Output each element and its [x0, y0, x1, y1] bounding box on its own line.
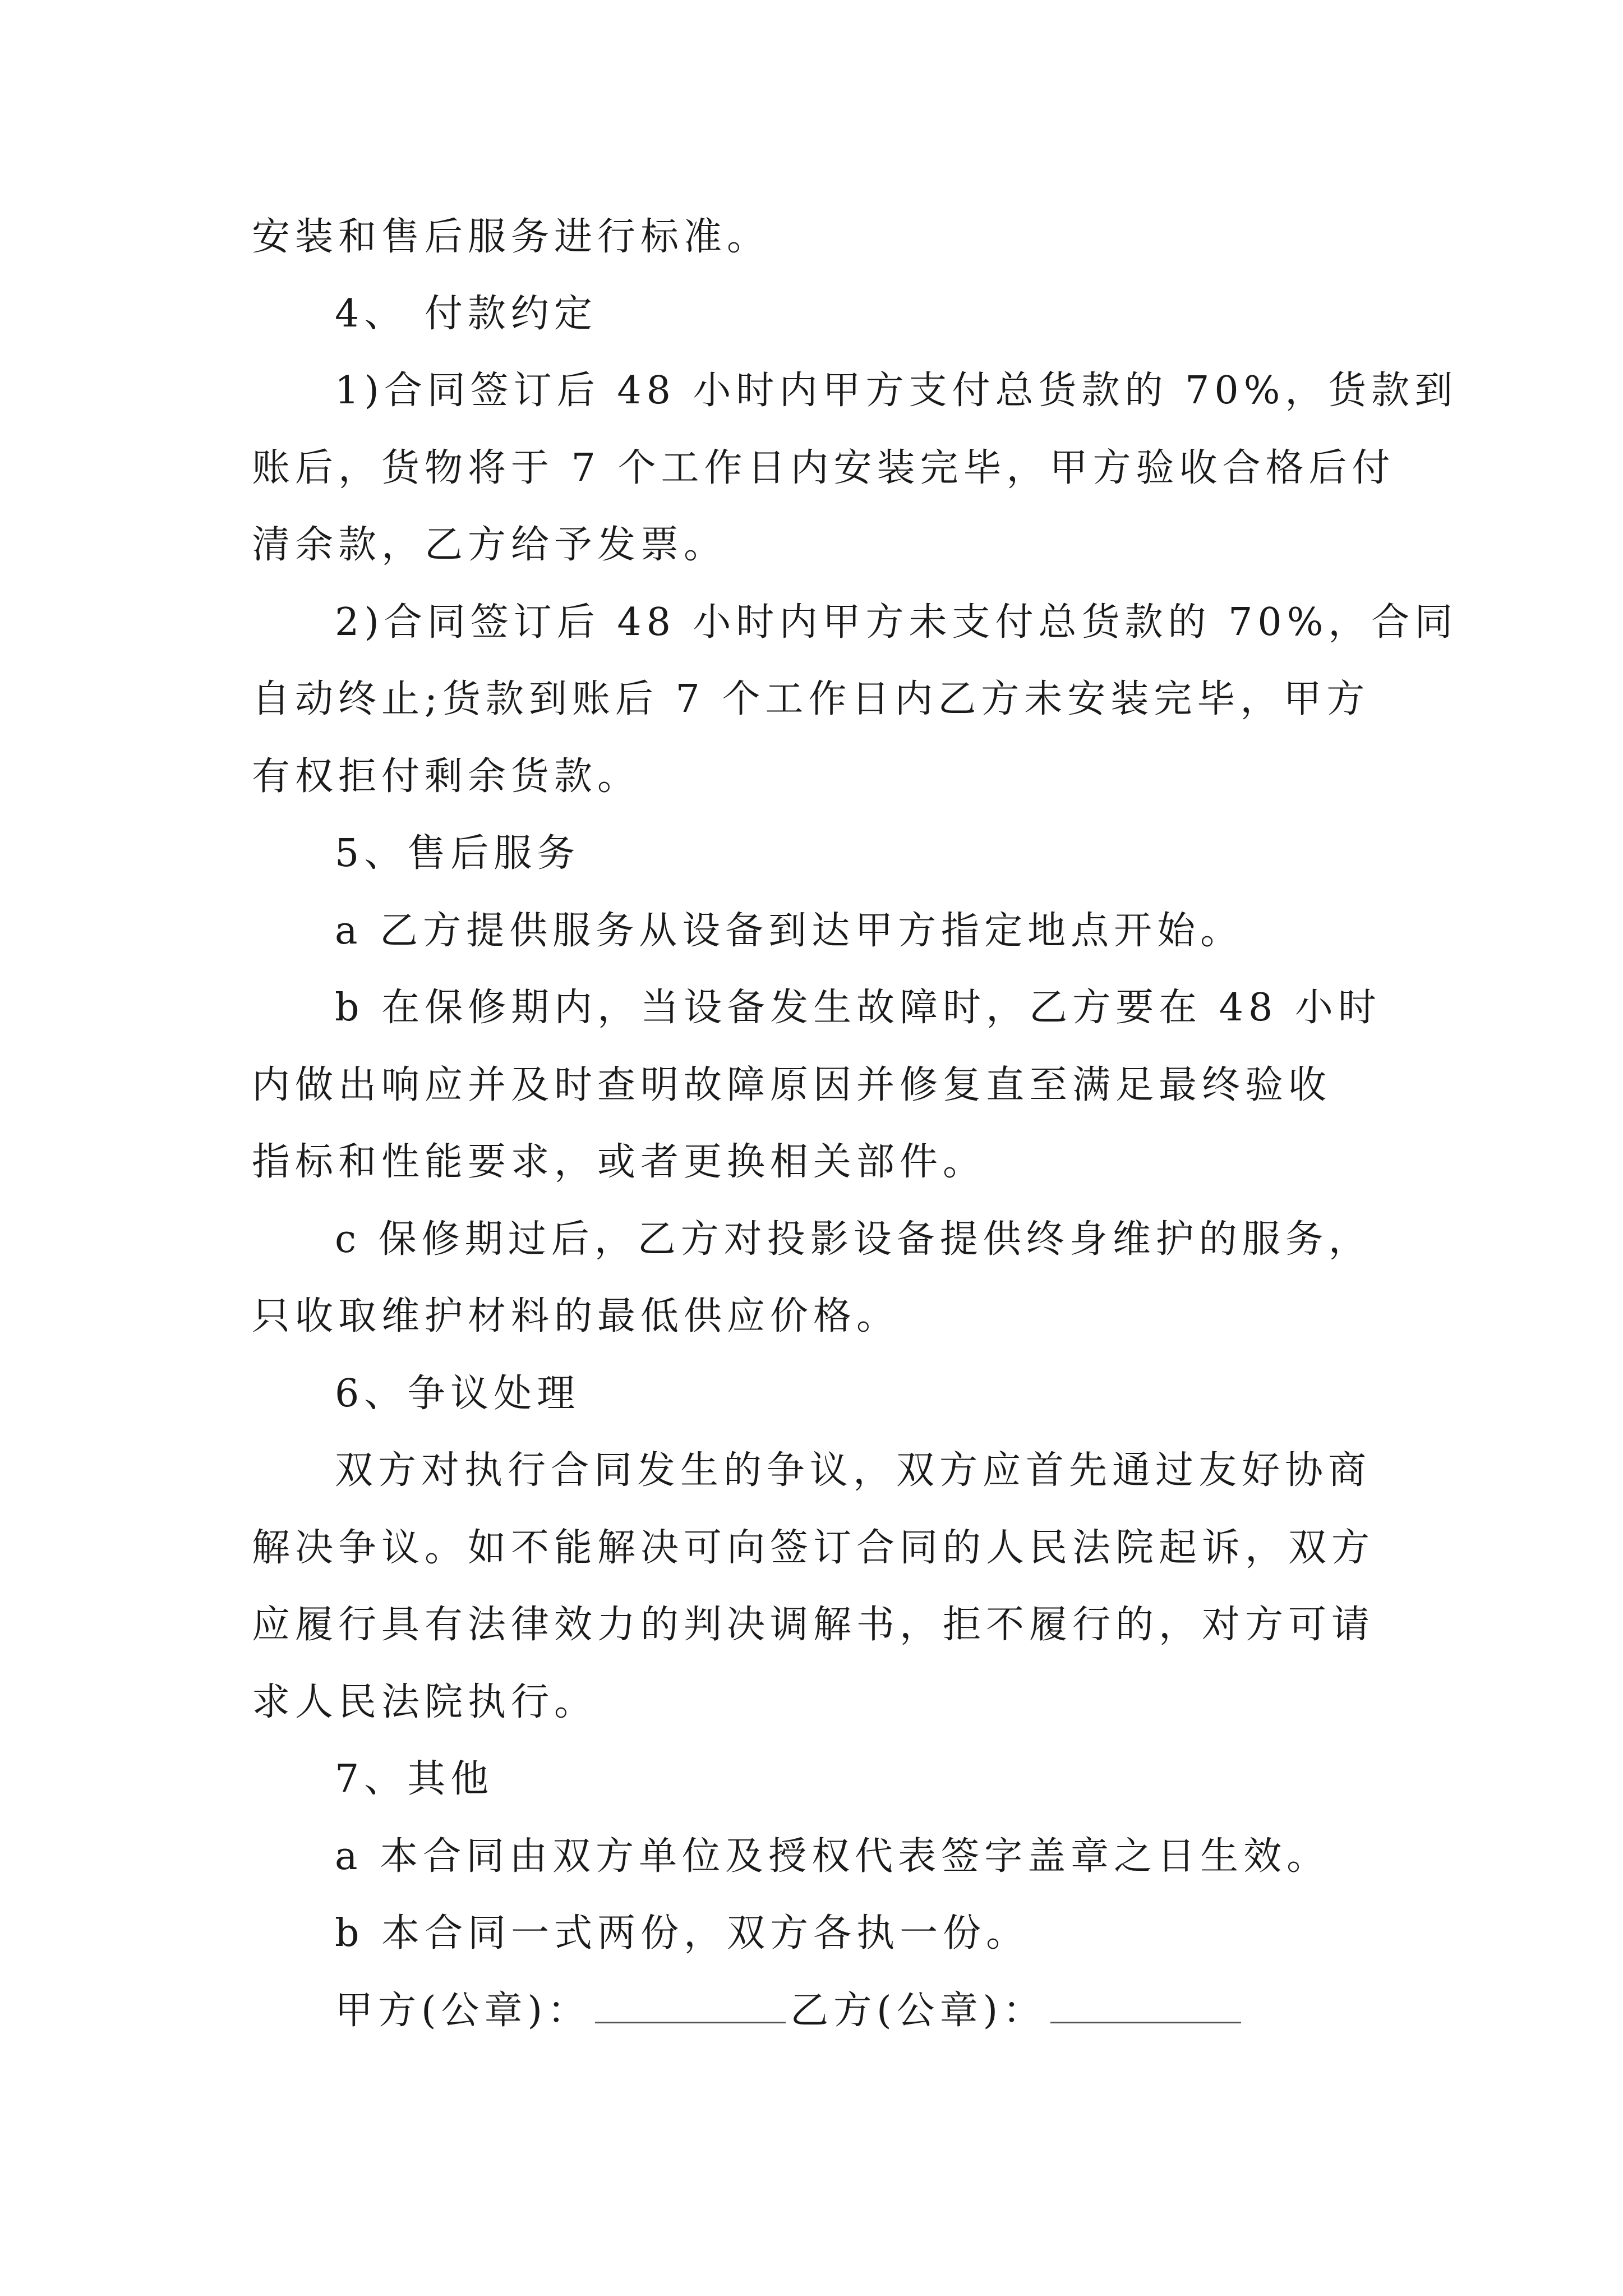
text-line: 安装和售后服务进行标准。: [252, 215, 771, 259]
text-line: a 本合同由双方单位及授权代表签字盖章之日生效。: [335, 1834, 1330, 1879]
text-line: 解决争议。如不能解决可向签订合同的人民法院起诉，双方: [252, 1526, 1375, 1570]
text-line: 应履行具有法律效力的判决调解书，拒不履行的，对方可请: [252, 1603, 1375, 1647]
party-b-blank: [1050, 2019, 1241, 2023]
text-line: b 本合同一式两份，双方各执一份。: [335, 1911, 1030, 1955]
text-line: 求人民法院执行。: [252, 1680, 598, 1724]
text-line: 账后，货物将于 7 个工作日内安装完毕，甲方验收合格后付: [252, 446, 1395, 490]
text-line: 1)合同签订后 48 小时内甲方支付总货款的 70%，货款到: [335, 369, 1458, 413]
signature-line: [335, 1989, 1246, 2033]
text-line: b 在保修期内，当设备发生故障时，乙方要在 48 小时: [335, 986, 1381, 1030]
party-a-blank: [595, 2019, 786, 2023]
party-b-label: 乙方(公章)：: [790, 1989, 1046, 2033]
text-line: 只收取维护材料的最低供应价格。: [252, 1294, 900, 1338]
text-line: 内做出响应并及时查明故障原因并修复直至满足最终验收: [252, 1063, 1332, 1107]
section-heading: 4、 付款约定: [335, 292, 597, 336]
text-line: 清余款，乙方给予发票。: [252, 523, 727, 567]
section-heading: 5、售后服务: [335, 831, 580, 876]
text-line: 指标和性能要求，或者更换相关部件。: [252, 1140, 986, 1184]
text-line: c 保修期过后，乙方对投影设备提供终身维护的服务，: [335, 1217, 1372, 1262]
section-heading: 7、其他: [335, 1757, 494, 1801]
text-line: 自动终止;货款到账后 7 个工作日内乙方未安装完毕，甲方: [252, 677, 1370, 721]
text-line: 2)合同签订后 48 小时内甲方未支付总货款的 70%，合同: [335, 600, 1458, 645]
text-line: 双方对执行合同发生的争议，双方应首先通过友好协商: [335, 1448, 1372, 1493]
party-a-label: 甲方(公章)：: [335, 1989, 591, 2033]
text-line: 有权拒付剩余货款。: [252, 754, 641, 799]
text-line: a 乙方提供服务从设备到达甲方指定地点开始。: [335, 909, 1244, 953]
section-heading: 6、争议处理: [335, 1372, 580, 1416]
